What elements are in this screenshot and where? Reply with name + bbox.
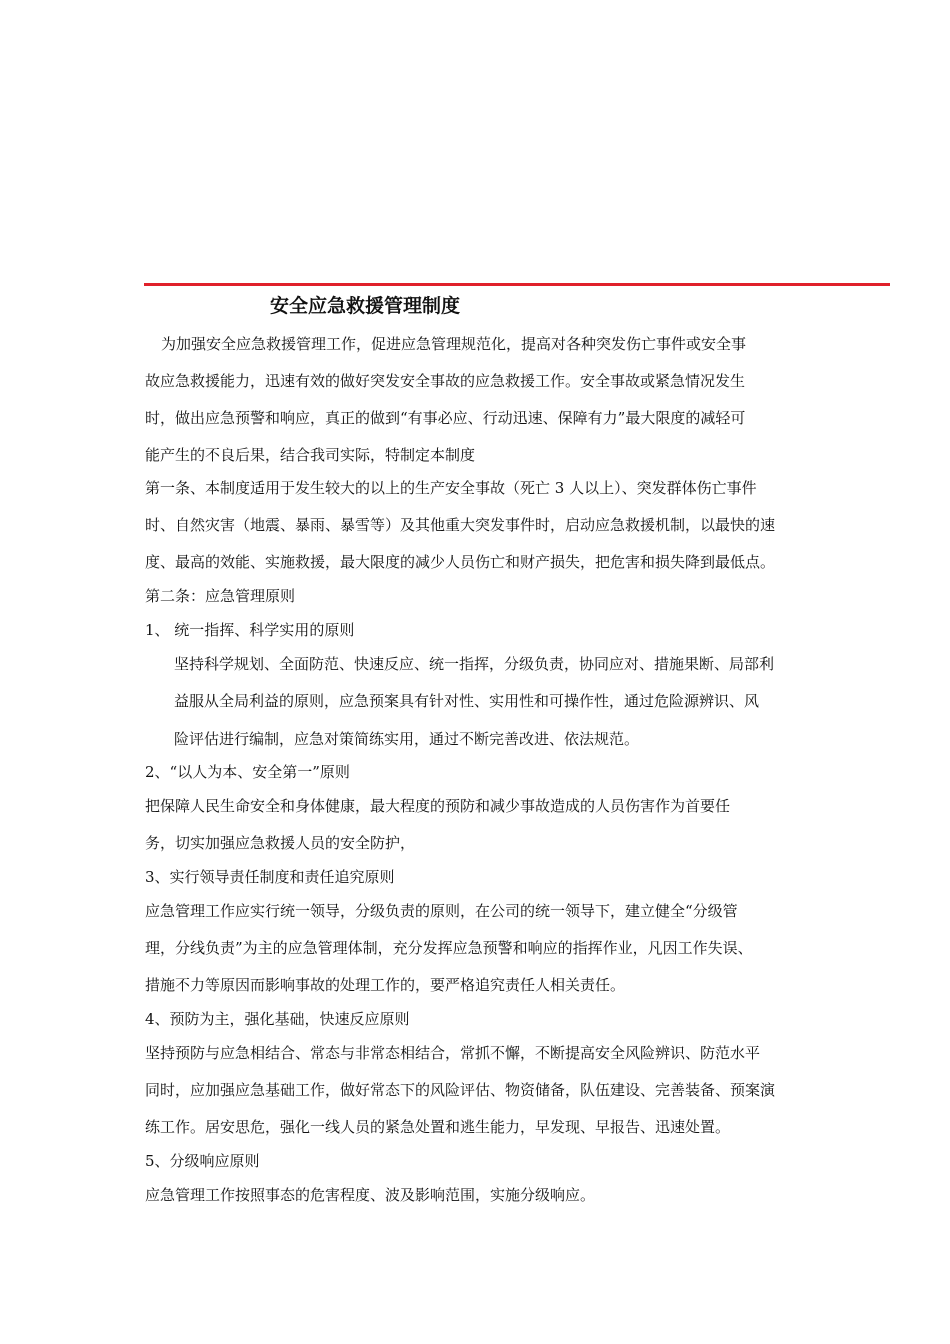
section-heading: 第二条：应急管理原则 — [145, 587, 296, 605]
paragraph-line: 能产生的不良后果，结合我司实际，特制定本制度 — [145, 446, 476, 464]
paragraph-line: 故应急救援能力，迅速有效的做好突发安全事故的应急救援工作。安全事故或紧急情况发生 — [145, 372, 746, 390]
principle-heading: 3、实行领导责任制度和责任追究原则 — [145, 868, 395, 886]
paragraph-line: 益服从全局利益的原则，应急预案具有针对性、实用性和可操作性，通过危险源辨识、风 — [174, 692, 760, 710]
paragraph-line: 同时，应加强应急基础工作，做好常态下的风险评估、物资储备，队伍建设、完善装备、预案演 — [145, 1081, 776, 1099]
paragraph-line: 坚持科学规划、全面防范、快速反应、统一指挥，分级负责，协同应对、措施果断、局部利 — [174, 655, 775, 673]
principle-heading: 2、“以人为本、安全第一”原则 — [145, 763, 350, 781]
paragraph-line: 练工作。居安思危，强化一线人员的紧急处置和逃生能力，早发现、早报告、迅速处置。 — [145, 1118, 731, 1136]
paragraph-line: 为加强安全应急救援管理工作，促进应急管理规范化，提高对各种突发伤亡事件或安全事 — [161, 335, 747, 353]
header-rule — [144, 283, 890, 286]
paragraph-line: 险评估进行编制，应急对策简练实用，通过不断完善改进、依法规范。 — [174, 730, 640, 748]
paragraph-line: 第一条、本制度适用于发生较大的以上的生产安全事故（死亡 3 人以上）、突发群体伤亡事件 — [145, 479, 757, 497]
principle-heading: 1、 统一指挥、科学实用的原则 — [145, 621, 355, 639]
principle-heading: 4、预防为主，强化基础，快速反应原则 — [145, 1010, 410, 1028]
paragraph-line: 应急管理工作按照事态的危害程度、波及影响范围，实施分级响应。 — [145, 1186, 596, 1204]
paragraph-line: 时、自然灾害（地震、暴雨、暴雪等）及其他重大突发事件时，启动应急救援机制，以最快的速 — [145, 516, 776, 534]
paragraph-line: 务，切实加强应急救援人员的安全防护， — [145, 834, 416, 852]
paragraph-line: 应急管理工作应实行统一领导，分级负责的原则，在公司的统一领导下，建立健全“分级管 — [145, 902, 738, 920]
document-title: 安全应急救援管理制度 — [270, 295, 461, 317]
principle-heading: 5、分级响应原则 — [145, 1152, 260, 1170]
paragraph-line: 措施不力等原因而影响事故的处理工作的，要严格追究责任人相关责任。 — [145, 976, 626, 994]
paragraph-line: 理，分线负责”为主的应急管理体制，充分发挥应急预警和响应的指挥作业，凡因工作失误、 — [145, 939, 753, 957]
paragraph-line: 时，做出应急预警和响应，真正的做到“有事必应、行动迅速、保障有力”最大限度的减轻可 — [145, 409, 746, 427]
paragraph-line: 把保障人民生命安全和身体健康，最大程度的预防和减少事故造成的人员伤害作为首要任 — [145, 797, 731, 815]
paragraph-line: 度、最高的效能、实施救援，最大限度的减少人员伤亡和财产损失，把危害和损失降到最低点。 — [145, 553, 776, 571]
paragraph-line: 坚持预防与应急相结合、常态与非常态相结合，常抓不懈，不断提高安全风险辨识、防范水平 — [145, 1044, 761, 1062]
